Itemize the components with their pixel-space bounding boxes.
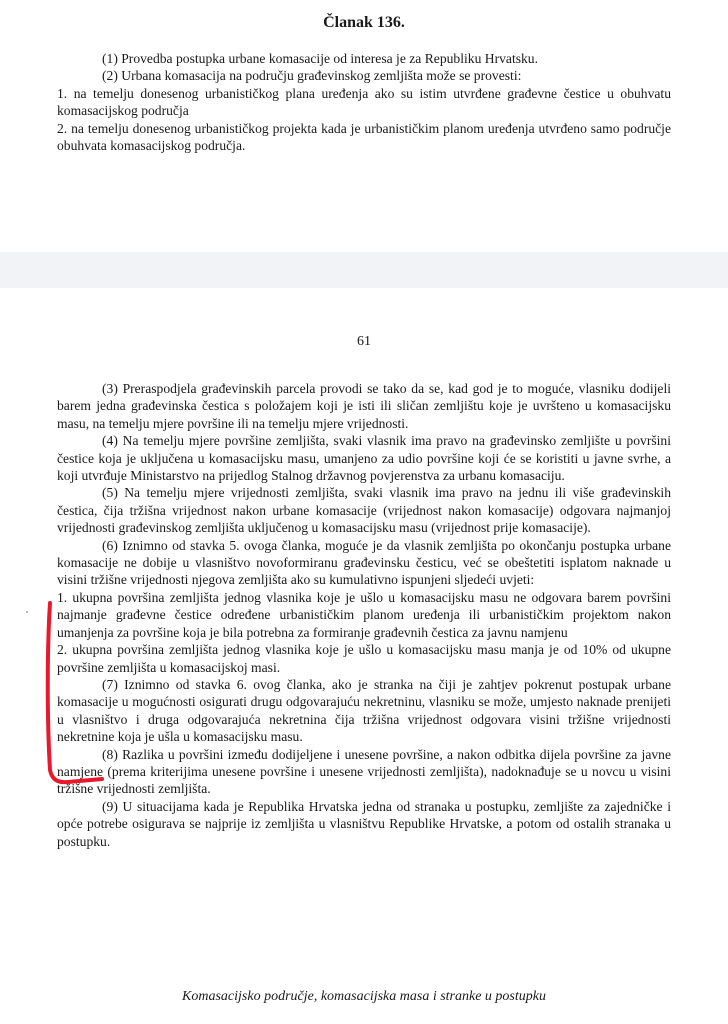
article-top-text <box>57 50 671 154</box>
paragraph: (3) Preraspodjela građevinskih parcela provodi se tako da se, kad god je to moguće, vlasniku dodijeli barem jedna građevinska čestica s položajem koji je isti ili sličan zemljištu koje je uvršteno u komasacijsku masu, na temelju mjere površine ili na temelju mjere vrijednosti. <box>57 381 671 431</box>
page-separator <box>0 252 728 288</box>
paragraph: (7) Iznimno od stavka 6. ovog članka, ako je stranka na čiji je zahtjev pokrenut postupak urbane komasacije u mogućnosti osigurati drugu odgovarajuću nekretninu, vlasniku se može, umjesto naknade prenijeti u vlasništvo i druga odgovarajuća nekretnina čija tržišna vrijednost odgovara visini tržišne vrijednosti nekretnine koja je ušla u komasacijsku masu. <box>57 676 671 745</box>
paragraph: (5) Na temelju mjere vrijednosti zemljišta, svaki vlasnik ima pravo na jednu ili više građevinskih čestica, čija tržišna vrijednost nakon urbane komasacije (vrijednost nakon komasacije) odgovara najmanjoj vrijednosti građevinskog zemljišta uključenog u komasacijsku masu (vrijednost prije komasacije). <box>57 485 671 536</box>
paragraph: (4) Na temelju mjere površine zemljišta, svaki vlasnik ima pravo na građevinsko zemljište u površini čestice koja je uključena u komasacijsku masu, umanjeno za udio površine koji će se koristiti u javne svrhe, a koji utvrđuje Ministarstvo na prijedlog Stalnog državnog povjerenstva za urbanu komasaciju. <box>57 433 671 484</box>
article-title: Članak 136. <box>323 14 405 31</box>
paragraph: (6) Iznimno od stavka 5. ovoga članka, moguće je da vlasnik zemljišta po okončanju postupka urbane komasacije ne dobije u vlasništvo novoformiranu građevinsku česticu, već se obeštetiti isplatom naknade u visini tržišne vrijednosti njegova zemljišta ako su kumulativno ispunjeni sljedeći uvjeti: <box>57 537 671 588</box>
list-item: 2. na temelju donesenog urbanističkog projekta kada je urbanističkim planom uređenja utvrđeno samo područje obuhvata komasacijskog područja. <box>57 120 671 154</box>
paragraph: (1) Provedba postupka urbane komasacije od interesa je za Republiku Hrvatsku. <box>102 51 539 66</box>
paragraph: (2) Urbana komasacija na području građevinskog zemljišta može se provesti: <box>102 68 522 84</box>
page-number: 61 <box>357 334 371 349</box>
article-bottom-text <box>57 380 671 850</box>
list-item: 1. na temelju donesenog urbanističkog plana uređenja ako su istim utvrđene građevne čestice u obuhvatu komasacijskog područja <box>57 85 671 119</box>
paragraph: (9) U situacijama kada je Republika Hrvatska jedna od stranaka u postupku, zemljište za zajedničke i opće potrebe osigurava se najprije iz zemljišta u vlasništvu Republike Hrvatske, a potom od ostalih stranaka u postupku. <box>57 798 671 849</box>
list-item: 1. ukupna površina zemljišta jednog vlasnika koje je ušlo u komasacijsku masu ne odgovara barem površini najmanje građevne čestice određene urbanističkim planom uređenja ili urbanističkim projektom nakon umanjenja za površine koja je bila potrebna za formiranje građevnih čestica za javnu namjenu <box>57 589 671 640</box>
list-item: 2. ukupna površina zemljišta jednog vlasnika koje je ušlo u komasacijsku masu manja je od 10% od ukupne površine zemljišta u komasacijskoj masi. <box>57 642 671 675</box>
paragraph: (8) Razlika u površini između dodijeljene i unesene površine, a nakon odbitka dijela površine za javne namjene (prema kriterijima unesene površine i unesene vrijednosti zemljišta), nadoknađuje se u novcu u visini tržišne vrijednosti zemljišta. <box>57 746 671 797</box>
running-footer: Komasacijsko područje, komasacijska masa i stranke u postupku <box>182 989 546 1004</box>
